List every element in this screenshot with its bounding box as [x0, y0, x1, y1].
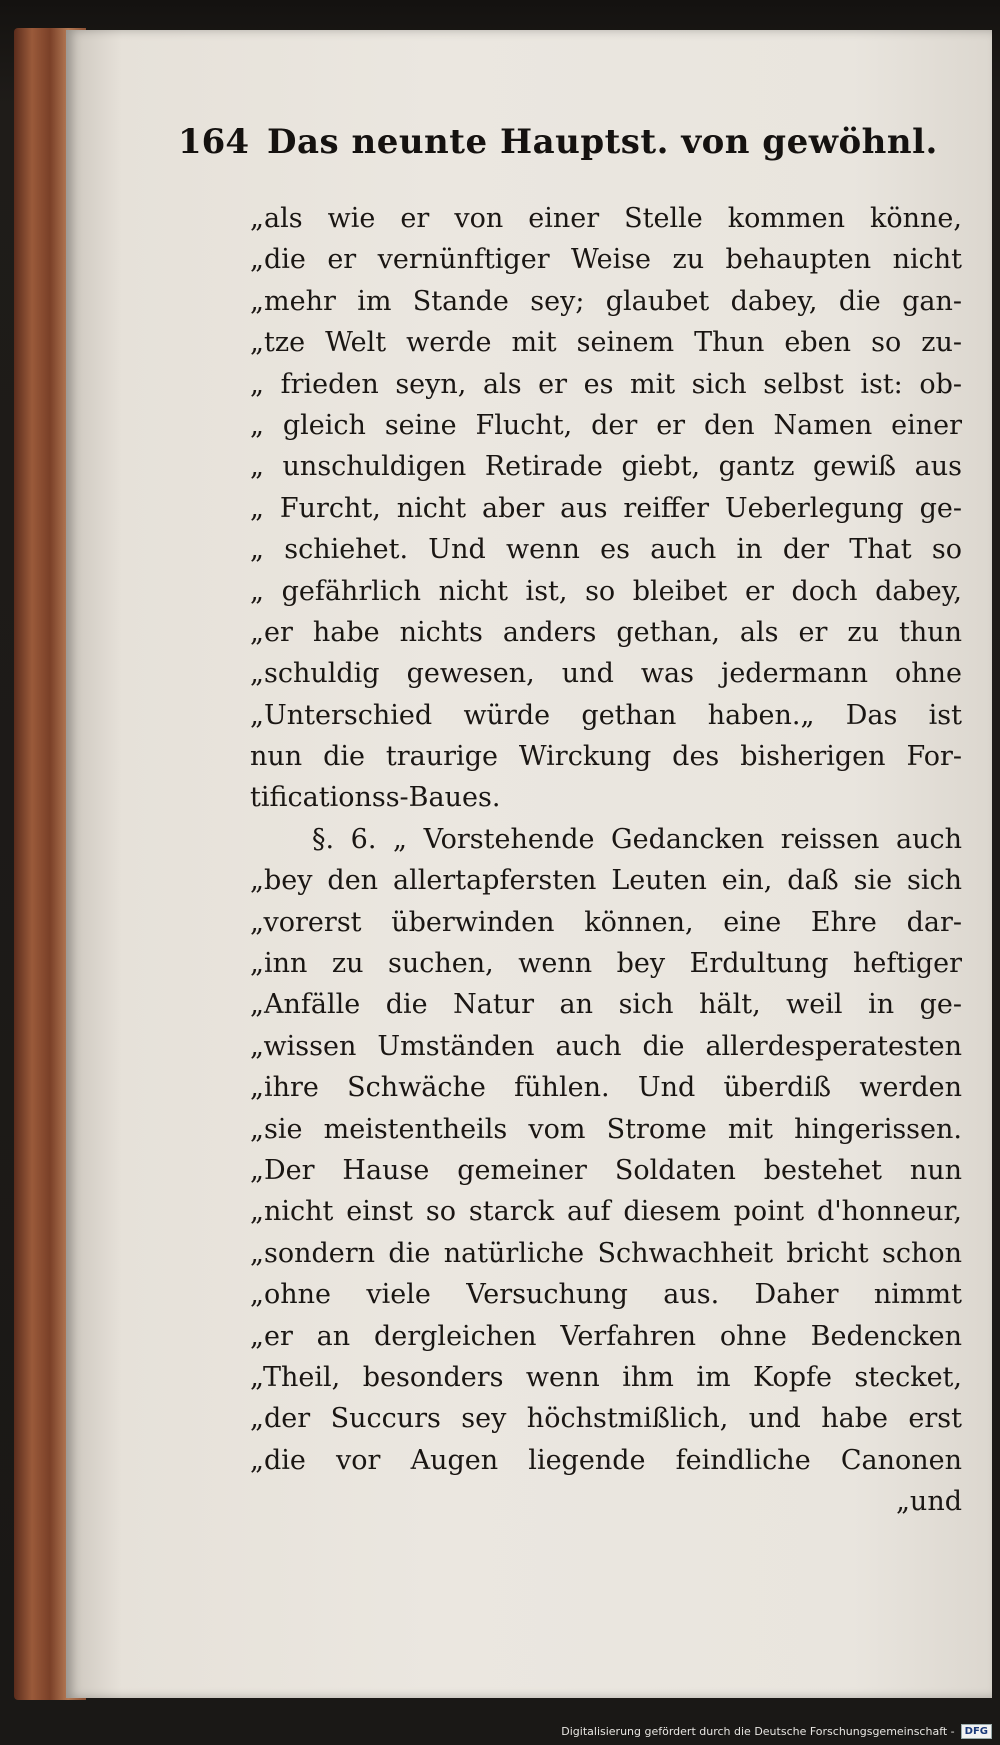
text-line: „ frieden seyn, als er es mit sich selbst ist: ob- — [250, 368, 962, 400]
text-line: „der Succurs sey höchstmißlich, und habe erst — [250, 1403, 962, 1435]
text-block — [250, 198, 962, 1523]
text-line: „Unterschied würde gethan haben.„ Das ist — [250, 699, 962, 731]
text-line: „er habe nichts anders gethan, als er zu thun — [250, 616, 962, 648]
footer-credit-text: Digitalisierung gefördert durch die Deutsche Forschungsgemeinschaft - — [561, 1725, 955, 1738]
text-line: §. 6. „ Vorstehende Gedancken reissen auch — [312, 823, 962, 855]
text-line: „Theil, besonders wenn ihm im Kopfe stecket, — [250, 1361, 962, 1393]
text-line: „Der Hause gemeiner Soldaten bestehet nun — [250, 1154, 962, 1186]
text-line: „ schiehet. Und wenn es auch in der That so — [250, 534, 962, 566]
text-line: „vorerst überwinden können, eine Ehre dar- — [250, 906, 962, 938]
paragraph-2 — [250, 819, 962, 1481]
text-line: „schuldig gewesen, und was jedermann ohne — [250, 658, 962, 690]
text-line: „tze Welt werde mit seinem Thun eben so zu- — [250, 327, 962, 359]
text-line: „inn zu suchen, wenn bey Erdultung heftiger — [250, 948, 962, 980]
digitization-footer — [561, 1724, 992, 1739]
running-title: Das neunte Hauptst. von gewöhnl. — [266, 122, 938, 162]
text-line: „er an dergleichen Verfahren ohne Bedencken — [250, 1320, 962, 1352]
text-line: „ihre Schwäche fühlen. Und überdiß werden — [250, 1072, 962, 1104]
text-line: „als wie er von einer Stelle kommen könne, — [250, 203, 962, 234]
text-line: „ gleich seine Flucht, der er den Namen einer — [250, 409, 962, 441]
paragraph-1 — [250, 198, 962, 819]
text-line: „bey den allertapfersten Leuten ein, daß sie sich — [250, 865, 962, 897]
dfg-logo-icon: DFG — [961, 1724, 992, 1739]
catchword: „und — [895, 1486, 962, 1518]
text-line: „ Furcht, nicht aber aus reiffer Ueberlegung ge- — [250, 492, 962, 524]
text-line: „die er vernünftiger Weise zu behaupten nicht — [250, 244, 962, 276]
text-line: „die vor Augen liegende feindliche Canonen — [250, 1444, 962, 1476]
text-line: „Anfälle die Natur an sich hält, weil in ge- — [250, 989, 962, 1021]
text-line: „sie meistentheils vom Strome mit hingerissen. — [250, 1113, 962, 1145]
page-header — [178, 122, 938, 162]
text-line: tificationss-Baues. — [250, 782, 501, 814]
text-line: „nicht einst so starck auf diesem point d'honneur, — [250, 1196, 962, 1228]
text-line: „mehr im Stande sey; glaubet dabey, die gan- — [250, 285, 962, 317]
text-line: „ unschuldigen Retirade giebt, gantz gewiß aus — [250, 451, 962, 483]
text-line: „wissen Umständen auch die allerdesperatesten — [250, 1030, 962, 1062]
text-line: nun die traurige Wirckung des bisherigen For- — [250, 741, 962, 773]
page-number: 164 — [178, 122, 249, 162]
text-line: „sondern die natürliche Schwachheit bricht schon — [250, 1237, 962, 1269]
text-line: „ gefährlich nicht ist, so bleibet er doch dabey, — [250, 575, 962, 607]
text-line: „ohne viele Versuchung aus. Daher nimmt — [250, 1279, 962, 1311]
